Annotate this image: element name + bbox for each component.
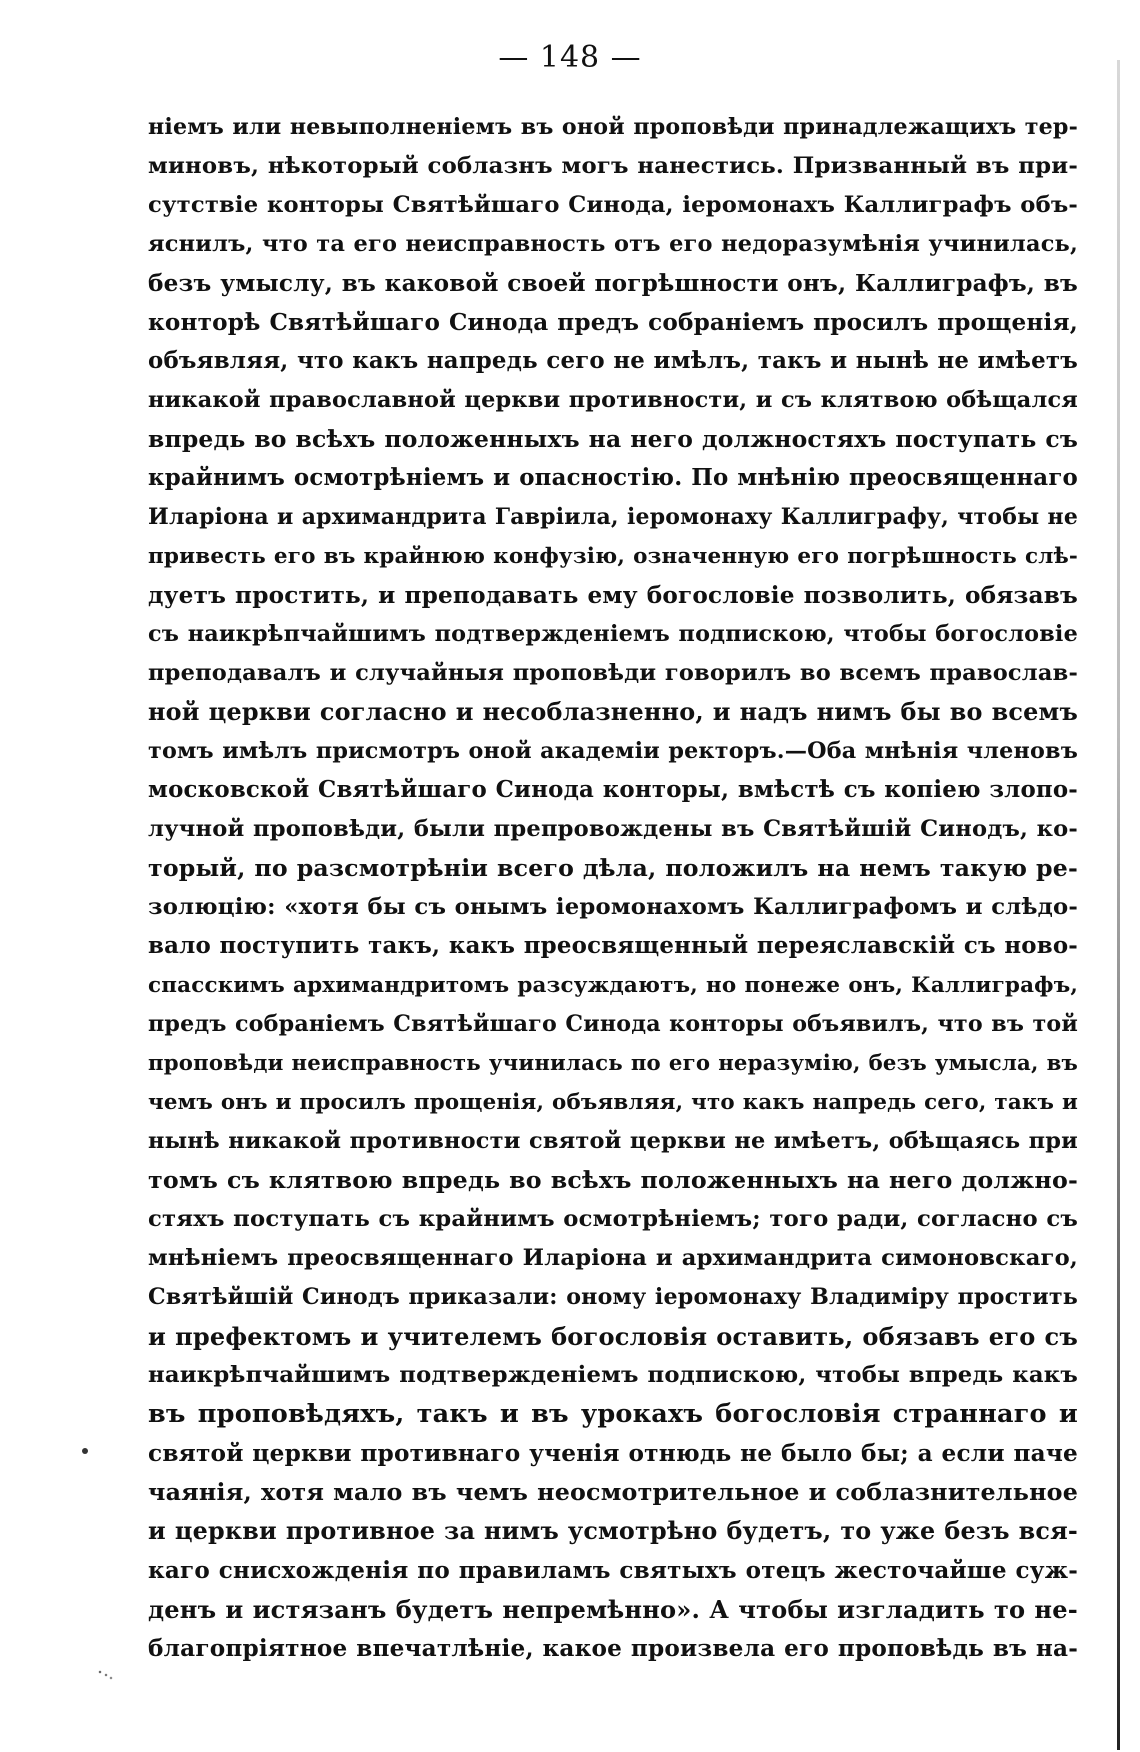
text-line: ніемъ или невыполненіемъ въ оной проповѣди принадлежащихъ тер- [148,114,1078,140]
text-line: томъ имѣлъ присмотръ оной академіи ректоръ.—Оба мнѣнія членовъ [148,738,1078,764]
text-line: безъ умыслу, въ каковой своей погрѣшности онъ, Каллиграфъ, въ [148,270,1078,297]
margin-mark [82,1448,88,1454]
text-line: благопріятное впечатлѣніе, какое произвела его проповѣдь въ на- [148,1635,1078,1662]
text-line: московской Святѣйшаго Синода конторы, вмѣстѣ съ копіею злопо- [148,777,1078,803]
page-number: — 148 — [498,40,642,75]
text-line: спасскимъ архимандритомъ разсуждаютъ, но понеже онъ, Каллиграфъ, [148,973,1078,998]
text-line: яснилъ, что та его неисправность отъ его недоразумѣнія учинилась, [148,231,1078,257]
text-line: стяхъ поступать съ крайнимъ осмотрѣніемъ; того ради, согласно съ [148,1206,1078,1232]
body-text [148,108,1078,1668]
page-edge-shadow [1117,60,1120,1750]
text-line: конторѣ Святѣйшаго Синода предъ собраніемъ просилъ прощенія, [148,309,1078,336]
text-line: ной церкви согласно и несоблазненно, и надъ нимъ бы во всемъ [148,698,1078,726]
text-line: чемъ онъ и просилъ прощенія, объявляя, что какъ напредь сего, такъ и [148,1090,1078,1115]
text-line: предъ собраніемъ Святѣйшаго Синода конторы объявилъ, что въ той [148,1011,1078,1037]
text-line: наикрѣпчайшимъ подтвержденіемъ подпискою, чтобы впредь какъ [148,1362,1078,1388]
text-line: вало поступить такъ, какъ преосвященный переяславскій съ ново- [148,933,1078,959]
text-line: сутствіе конторы Святѣйшаго Синода, іеромонахъ Каллиграфъ объ- [148,192,1078,218]
text-line: денъ и истязанъ будетъ непремѣнно». А чтобы изгладить то не- [148,1595,1078,1624]
text-line: нынѣ никакой противности святой церкви не имѣетъ, обѣщаясь при [148,1128,1078,1154]
text-line: Иларіона и архимандрита Гавріила, іеромонаху Каллиграфу, чтобы не [148,504,1078,530]
text-line: лучной проповѣди, были препровождены въ Святѣйшій Синодъ, ко- [148,816,1078,842]
text-line: мнѣніемъ преосвященнаго Иларіона и архимандрита симоновскаго, [148,1245,1078,1271]
text-line: никакой православной церкви противности, и съ клятвою обѣщался [148,387,1078,413]
text-line: святой церкви противнаго ученія отнюдь не было бы; а если паче [148,1440,1078,1467]
text-line: объявляя, что какъ напредь сего не имѣлъ, такъ и нынѣ не имѣетъ [148,348,1078,374]
text-line: томъ съ клятвою впредь во всѣхъ положенныхъ на него должно- [148,1166,1078,1194]
text-line: съ наикрѣпчайшимъ подтвержденіемъ подпискою, чтобы богословіе [148,621,1078,647]
text-line: миновъ, нѣкоторый соблазнъ могъ нанестись. Призванный въ при- [148,153,1078,179]
text-line: золюцію: «хотя бы съ онымъ іеромонахомъ Каллиграфомъ и слѣдо- [148,894,1078,920]
text-line: преподавалъ и случайныя проповѣди говорилъ во всемъ православ- [148,660,1078,686]
text-line: чаянія, хотя мало въ чемъ неосмотрительное и соблазнительное [148,1478,1078,1506]
margin-specks [98,1670,114,1680]
text-line: Святѣйшій Синодъ приказали: оному іеромонаху Владиміру простить [148,1284,1078,1310]
text-line: каго снисхожденія по правиламъ святыхъ отецъ жесточайше суж- [148,1557,1078,1584]
text-line: торый, по разсмотрѣніи всего дѣла, положилъ на немъ такую ре- [148,854,1078,882]
text-line: и церкви противное за нимъ усмотрѣно будетъ, то уже безъ вся- [148,1517,1078,1545]
text-line: и префектомъ и учителемъ богословія оставить, обязавъ его съ [148,1322,1078,1351]
text-line: крайнимъ осмотрѣніемъ и опасностію. По мнѣнію преосвященнаго [148,465,1078,491]
text-line: впредь во всѣхъ положенныхъ на него должностяхъ поступать съ [148,425,1078,453]
text-line: въ проповѣдяхъ, такъ и въ урокахъ богословія страннаго и [148,1399,1078,1429]
text-line: дуетъ простить, и преподавать ему богословіе позволить, обязавъ [148,582,1078,609]
text-line: привесть его въ крайнюю конфузію, означенную его погрѣшность слѣ- [148,544,1078,569]
text-line: проповѣди неисправность учинилась по его неразумію, безъ умысла, въ [148,1051,1078,1076]
